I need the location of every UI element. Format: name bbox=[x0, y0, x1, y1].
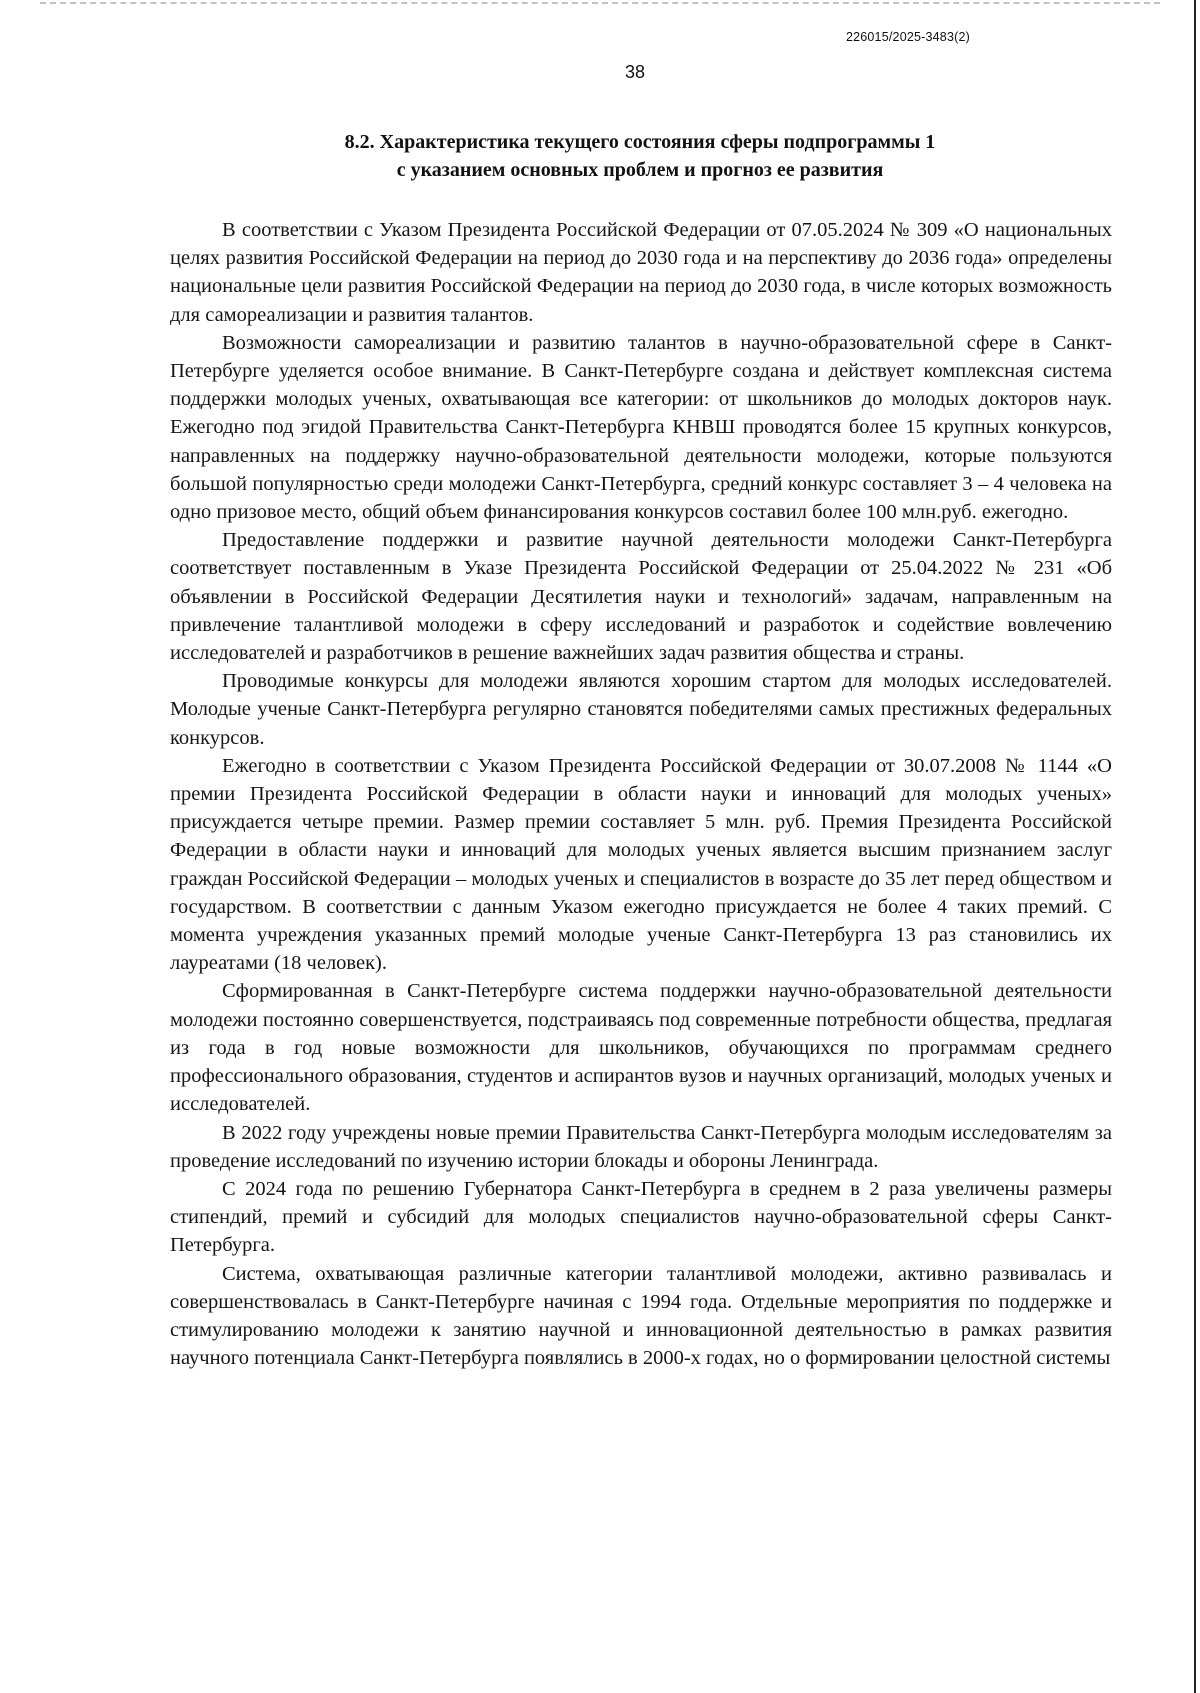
paragraph-9: Система, охватывающая различные категории талантливой молодежи, активно развивалась и совершенствовалась в Санкт-Петербурге начиная с 1994 года. Отдельные мероприятия по поддержке и стимулированию молодежи к занятию научной и инновационной деятельностью в рамках развития научного потенциала Санкт-Петербурга появлялись в 2000-х годах, но о формировании целостной системы bbox=[170, 1262, 1112, 1370]
paragraph-6: Сформированная в Санкт-Петербурге система поддержки научно-образовательной деятельности молодежи постоянно совершенствуется, подстраиваясь под современные потребности общества, предлагая из года в год новые возможности для школьников, обучающихся по программам среднего профессионального образования, студентов и аспирантов вузов и научных организаций, молодых ученых и исследователей. bbox=[170, 980, 1112, 1116]
scan-edge-right bbox=[1194, 0, 1196, 1693]
paragraph-2: Возможности самореализации и развитию талантов в научно-образовательной сфере в Санкт-Петербурге уделяется особое внимание. В Санкт-Петербурге создана и действует комплексная система поддержки молодых ученых, охватывающая все категории: от школьников до молодых докторов наук. Ежегодно под эгидой Правительства Санкт-Петербурга КНВШ проводятся более 15 крупных конкурсов, направленных на поддержку научно-образовательной деятельности молодежи, которые пользуются большой популярностью среди молодежи Санкт-Петербурга, средний конкурс составляет 3 – 4 человека на одно призовое место, общий объем финансирования конкурсов составил более 100 млн.руб. ежегодно. bbox=[170, 331, 1112, 524]
paragraph-3: Предоставление поддержки и развитие научной деятельности молодежи Санкт-Петербурга соответствует поставленным в Указе Президента Российской Федерации от 25.04.2022 № 231 «Об объявлении в Российской Федерации Десятилетия науки и технологий» задачам, направленным на привлечение талантливой молодежи в сферу исследований и разработок и содействие вовлечению исследователей и разработчиков в решение важнейших задач развития общества и страны. bbox=[170, 529, 1112, 665]
paragraph-7: В 2022 году учреждены новые премии Правительства Санкт-Петербурга молодым исследователям за проведение исследований по изучению истории блокады и обороны Ленинграда. bbox=[170, 1121, 1112, 1172]
scan-edge-top bbox=[40, 2, 1160, 4]
registration-number: 226015/2025-3483(2) bbox=[845, 30, 970, 44]
section-heading-line-2: с указанием основных проблем и прогноз ее развития bbox=[396, 159, 884, 181]
body-text bbox=[170, 216, 1112, 1372]
page-number: 38 bbox=[624, 62, 646, 82]
section-heading-line-1: 8.2. Характеристика текущего состояния сферы подпрограммы 1 bbox=[344, 131, 936, 153]
section-heading bbox=[170, 128, 1110, 184]
paragraph-1: В соответствии с Указом Президента Российской Федерации от 07.05.2024 № 309 «О национальных целях развития Российской Федерации на период до 2030 года и на перспективу до 2036 года» определены национальные цели развития Российской Федерации на период до 2030 года, в числе которых возможность для самореализации и развития талантов. bbox=[170, 219, 1112, 326]
paragraph-8: С 2024 года по решению Губернатора Санкт-Петербурга в среднем в 2 раза увеличены размеры стипендий, премий и субсидий для молодых специалистов научно-образовательной сферы Санкт-Петербурга. bbox=[170, 1177, 1112, 1257]
paragraph-5: Ежегодно в соответствии с Указом Президента Российской Федерации от 30.07.2008 № 1144 «О премии Президента Российской Федерации в области науки и инноваций для молодых ученых» присуждается четыре премии. Размер премии составляет 5 млн. руб. Премия Президента Российской Федерации в области науки и инноваций для молодых ученых является высшим признанием заслуг граждан Российской Федерации – молодых ученых и специалистов в возрасте до 35 лет перед обществом и государством. В соответствии с данным Указом ежегодно присуждается не более 4 таких премий. С момента учреждения указанных премий молодые ученые Санкт-Петербурга 13 раз становились их лауреатами (18 человек). bbox=[170, 754, 1112, 975]
paragraph-4: Проводимые конкурсы для молодежи являются хорошим стартом для молодых исследователей. Молодые ученые Санкт-Петербурга регулярно становятся победителями самых престижных федеральных конкурсов. bbox=[170, 670, 1112, 749]
